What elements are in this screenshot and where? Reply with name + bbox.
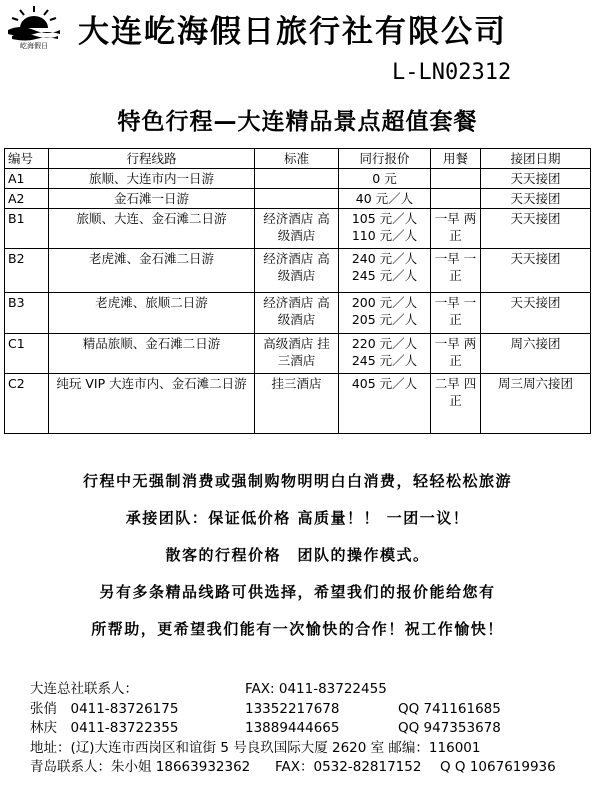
row-standard: 经济酒店 高级酒店 (255, 293, 339, 334)
slogan-no-forced-shopping: 行程中无强制消费或强制购物明明白白消费，轻轻松松旅游 (82, 472, 512, 490)
qingdao-contact: 青岛联系人：朱小姐 18663932362 (30, 759, 251, 775)
header-standard: 标准 (255, 149, 339, 169)
row-price: 200 元／人 205 元／人 (339, 293, 431, 334)
table-row (5, 334, 591, 374)
slogan-more-routes: 另有多条精品线路可供选择，希望我们的报价能给您有 (99, 583, 496, 601)
row-route: 纯玩 VIP 大连市内、金石滩二日游 (49, 374, 255, 434)
header-dates: 接团日期 (481, 149, 591, 169)
row-price: 105 元／人 110 元／人 (339, 209, 431, 249)
row-meal: 一早 两正 (431, 209, 481, 249)
row-price: 240 元／人 245 元／人 (339, 249, 431, 293)
address: 地址：(辽)大连市西岗区和谊街 5 号良玖国际大厦 2620 室 邮编：116001 (30, 739, 481, 756)
row-standard (255, 189, 339, 209)
header-route: 行程线路 (49, 149, 255, 169)
hq-label: 大连总社联系人： (30, 681, 138, 697)
row-price: 40 元／人 (339, 189, 431, 209)
person-name-phone: 林庆 0411-83722355 (30, 720, 179, 736)
row-route: 精品旅顺、金石滩二日游 (49, 334, 255, 374)
contact-person-row (30, 700, 595, 720)
row-id: B2 (5, 249, 49, 293)
hq-fax: FAX: 0411-83722455 (245, 681, 387, 697)
row-route: 旅顺、大连市内一日游 (49, 169, 255, 189)
person-mobile: 13352217678 (245, 700, 340, 717)
row-meal: 一早 一正 (431, 293, 481, 334)
row-standard: 经济酒店 高级酒店 (255, 249, 339, 293)
row-dates: 天天接团 (481, 169, 591, 189)
qingdao-qq: Q Q 1067619936 (440, 759, 556, 775)
table-row (5, 249, 591, 293)
row-dates: 天天接团 (481, 293, 591, 334)
row-meal: 一早 两正 (431, 334, 481, 374)
table-row (5, 374, 591, 434)
contact-hq-row (30, 680, 595, 700)
row-meal: 一早 一正 (431, 249, 481, 293)
row-id: C2 (5, 374, 49, 434)
row-meal: 二早 四正 (431, 374, 481, 434)
person-qq: QQ 741161685 (398, 700, 501, 717)
company-logo (6, 4, 62, 50)
row-dates: 周六接团 (481, 334, 591, 374)
slogan-cooperation: 所帮助，更希望我们能有一次愉快的合作！祝工作愉快！ (91, 620, 504, 638)
row-meal (431, 169, 481, 189)
contact-qingdao-row (30, 758, 595, 778)
row-standard: 挂三酒店 (255, 374, 339, 434)
row-dates: 周三周六接团 (481, 374, 591, 434)
page-title: 特色行程—大连精品景点超值套餐 (117, 109, 478, 135)
slogan-individual-pricing: 散客的行程价格 团队的操作模式。 (165, 546, 430, 564)
table-header-row (5, 149, 591, 169)
person-name-phone: 张俏 0411-83726175 (30, 700, 179, 717)
qingdao-fax: FAX：0532-82817152 (275, 759, 422, 775)
table-row (5, 293, 591, 334)
company-name: 大连屹海假日旅行社有限公司 (78, 14, 507, 50)
itinerary-table (4, 148, 591, 434)
contact-address-row (30, 739, 595, 759)
table-row (5, 209, 591, 249)
row-standard: 经济酒店 高级酒店 (255, 209, 339, 249)
row-standard (255, 169, 339, 189)
row-route: 老虎滩、旅顺二日游 (49, 293, 255, 334)
row-standard: 高级酒店 挂三酒店 (255, 334, 339, 374)
slogan-group-service: 承接团队：保证低价格 高质量！！ 一团一议！ (125, 509, 470, 527)
sun-sea-logo-icon (6, 4, 62, 50)
row-meal (431, 189, 481, 209)
header-meal: 用餐 (431, 149, 481, 169)
row-id: B3 (5, 293, 49, 334)
row-price: 220 元／人 245 元／人 (339, 334, 431, 374)
row-route: 旅顺、大连、金石滩二日游 (49, 209, 255, 249)
person-mobile: 13889444665 (245, 720, 340, 736)
svg-text:屹海假日: 屹海假日 (20, 42, 48, 50)
contact-block (30, 680, 595, 778)
row-price: 0 元 (339, 169, 431, 189)
row-dates: 天天接团 (481, 209, 591, 249)
row-id: A2 (5, 189, 49, 209)
row-route: 老虎滩、金石滩二日游 (49, 249, 255, 293)
promo-slogans (0, 463, 595, 648)
row-price: 405 元／人 (339, 374, 431, 434)
person-qq: QQ 947353678 (398, 720, 501, 736)
header-price: 同行报价 (339, 149, 431, 169)
table-row (5, 169, 591, 189)
row-id: C1 (5, 334, 49, 374)
row-id: A1 (5, 169, 49, 189)
row-dates: 天天接团 (481, 249, 591, 293)
license-code: L-LN02312 (392, 60, 512, 85)
contact-person-row (30, 719, 595, 739)
row-dates: 天天接团 (481, 189, 591, 209)
row-id: B1 (5, 209, 49, 249)
header-id: 编号 (5, 149, 49, 169)
row-route: 金石滩一日游 (49, 189, 255, 209)
table-row (5, 189, 591, 209)
